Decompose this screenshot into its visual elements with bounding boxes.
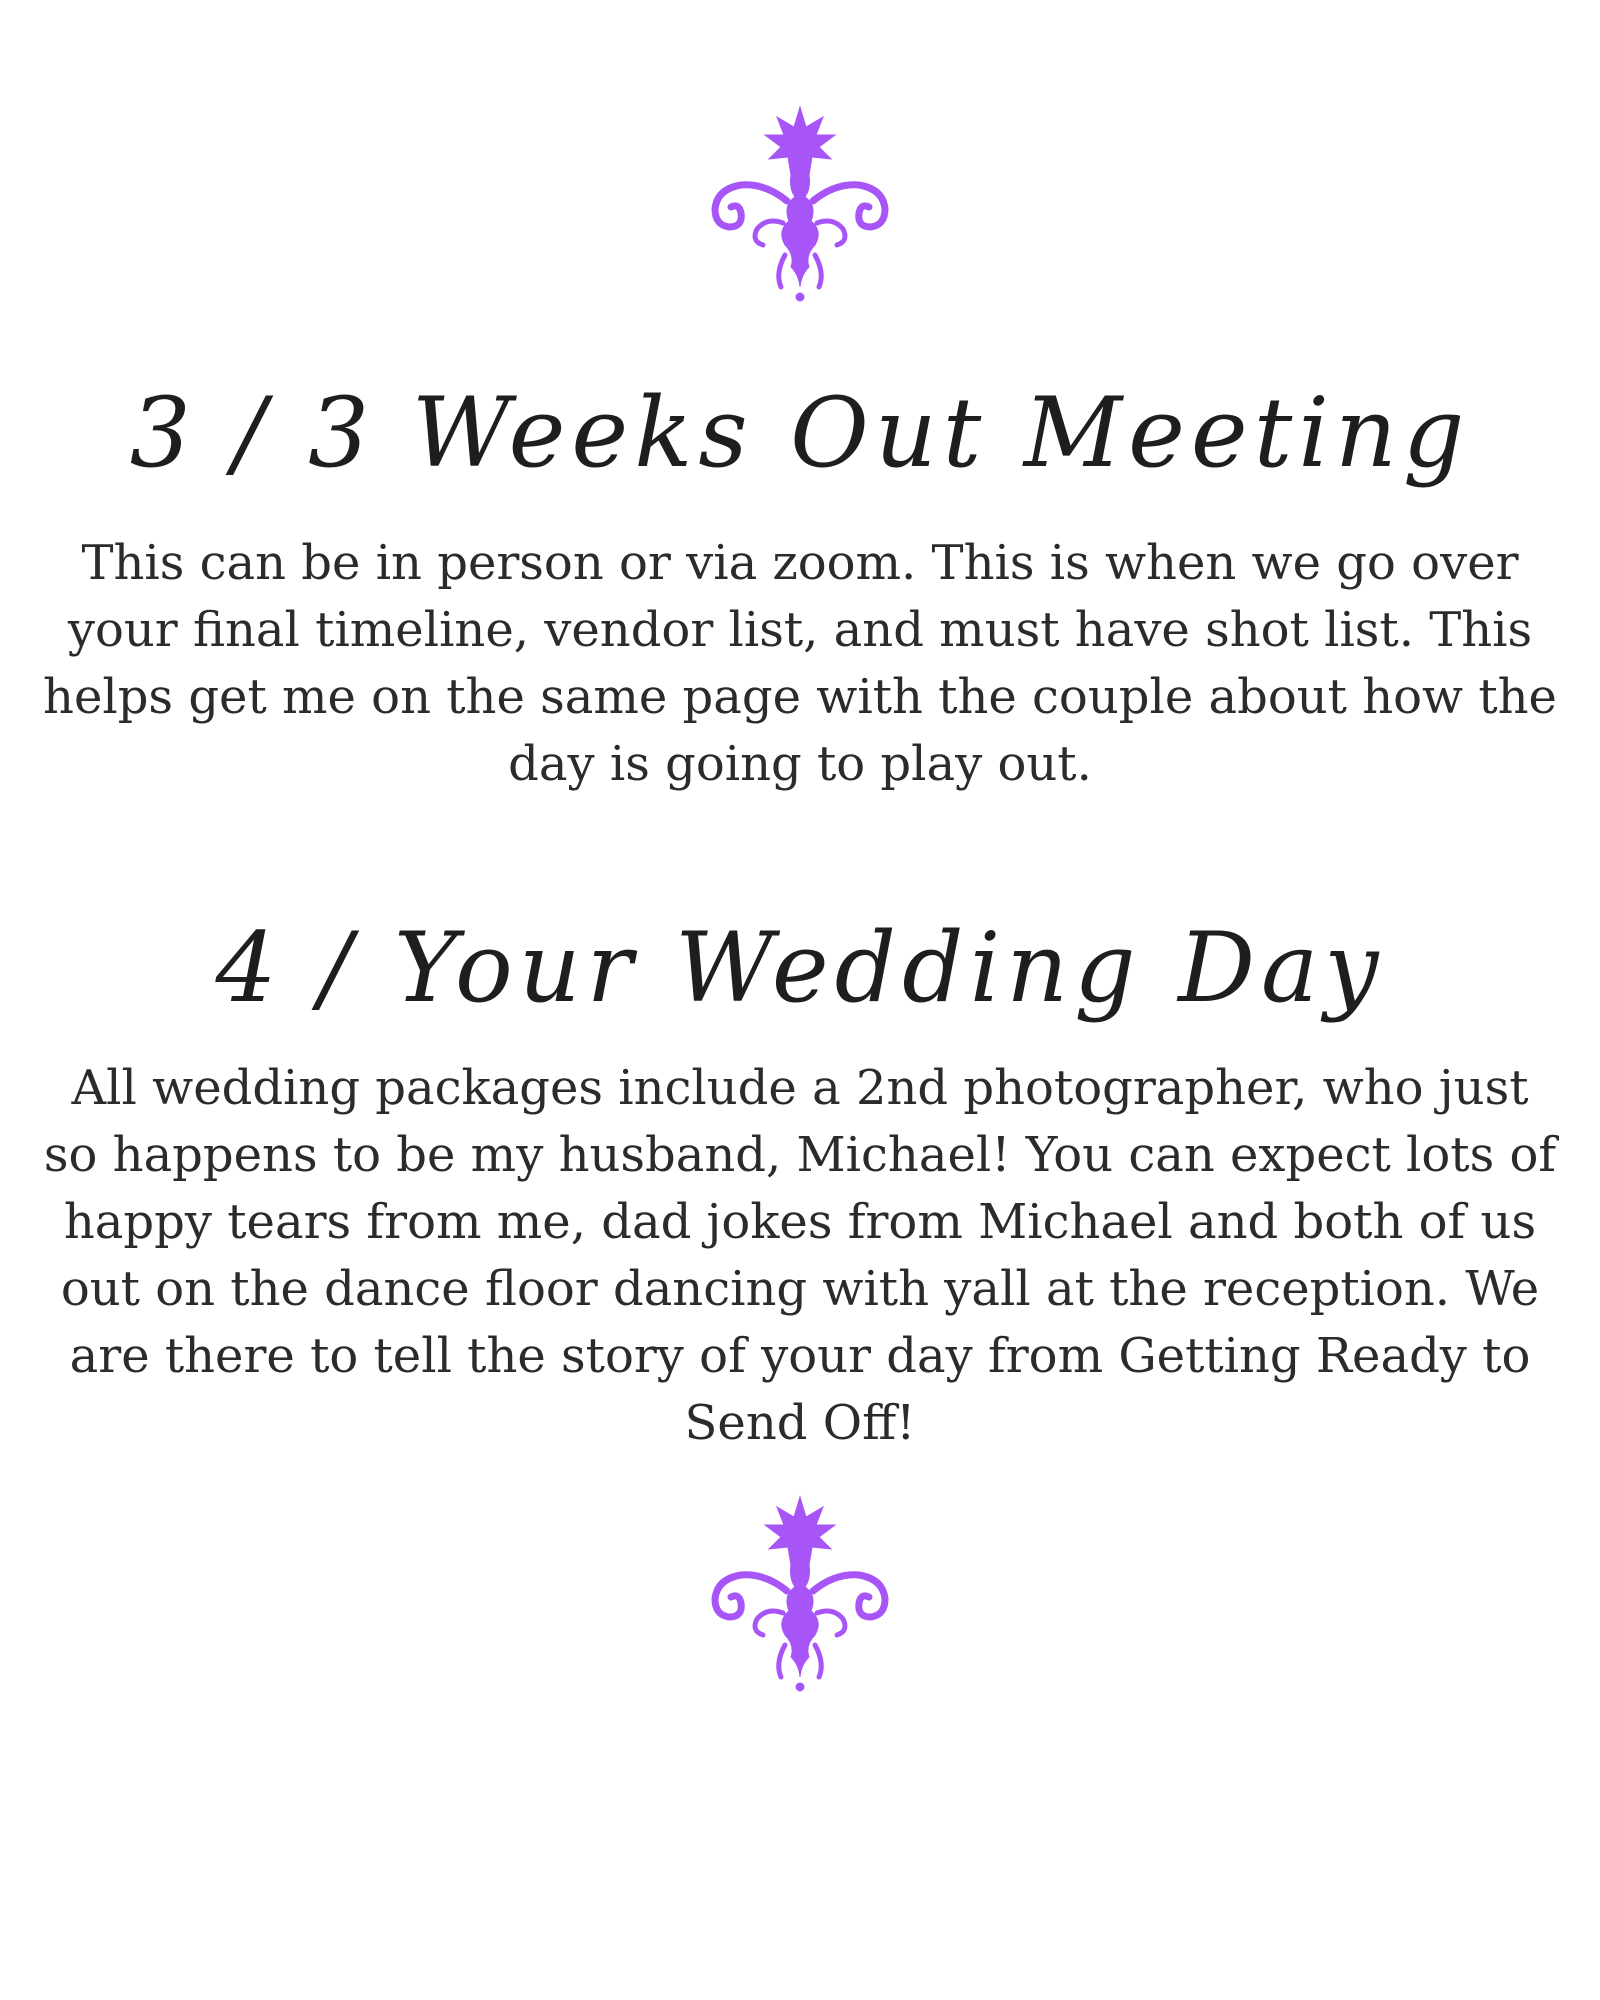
section-body-wedding-day: All wedding packages include a 2nd photographer, who just so happens to be my husband, Michael! You can expect lots of happy tears from me, dad jokes from Michael and both of us out on the dance floor dancing with yall at the reception. We are there to tell the story of your day from Getting Ready to Send Off! xyxy=(43,1060,1557,1451)
fleur-de-lis-icon xyxy=(695,1495,905,1695)
section-title-weeks-out-meeting: 3 / 3 Weeks Out Meeting xyxy=(129,377,1471,489)
section-title-wedding-day: 4 / Your Wedding Day xyxy=(215,912,1385,1024)
section-body-weeks-out-meeting: This can be in person or via zoom. This is when we go over your final timeline, vendor list, and must have shot list. This helps get me on the same page with the couple about how the day is going to play out. xyxy=(43,535,1557,792)
fleur-de-lis-icon xyxy=(695,105,905,305)
